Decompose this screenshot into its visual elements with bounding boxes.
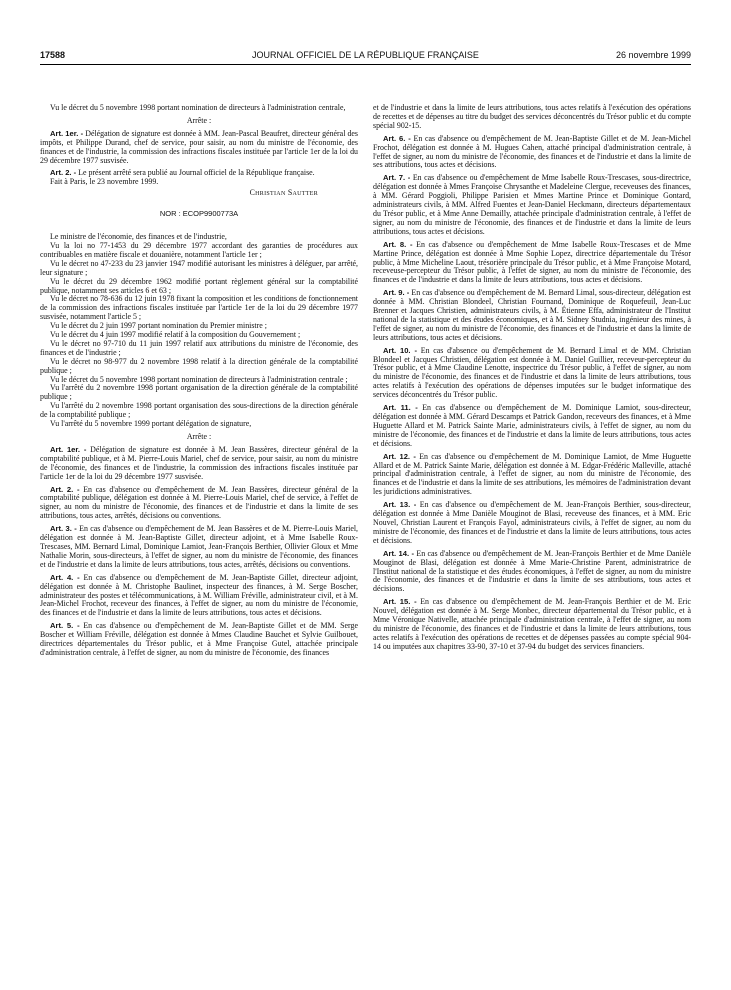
- article-paragraph: [40, 525, 358, 570]
- body-paragraph: Vu le décret du 5 novembre 1998 portant nomination de directeurs à l'administration centrale,: [50, 103, 346, 112]
- body-paragraph: Vu la loi no 77-1453 du 29 décembre 1977 accordant des garanties de procédures aux contribuables en matière fiscale et douanière, notamment l'article 1er ;: [40, 240, 358, 259]
- body-paragraph: Vu l'arrêté du 2 novembre 1998 portant organisation de la direction générale de la comptabilité publique ;: [40, 383, 358, 402]
- article-label: Art. 7. -: [383, 173, 411, 183]
- article-label: Art. 14. -: [383, 548, 415, 558]
- article-label: Art. 13. -: [383, 500, 417, 510]
- article-paragraph: [373, 404, 691, 449]
- article-label: Art. 11. -: [383, 403, 418, 413]
- article-paragraph: [373, 501, 691, 546]
- body-paragraph: Vu le décret no 78-636 du 12 juin 1978 fixant la composition et les conditions de fonctionnement de la commission des infractions fiscales instituée par l'article 1er de la loi du 29 décembre 1977 susvisée, notamment l'article 5 ;: [40, 294, 358, 322]
- article-label: Art. 5. -: [50, 621, 80, 631]
- signature: Christian Sautter: [249, 188, 318, 198]
- article-paragraph: [373, 453, 691, 498]
- article-paragraph: [373, 135, 691, 171]
- page-number: 17588: [40, 50, 66, 60]
- nor-reference: NOR : ECOP9900773A: [159, 209, 239, 219]
- article-text: En cas d'absence ou d'empêchement de Mme Isabelle Roux-Trescases, sous-directrice, délégation est donnée à Mmes Françoise Chrysanthe et Madeleine Clergue, receveuses des finances, à MM. Gérard Poggioli, Philippe Parisien et Mmes Martine Prince et Dominique Gontard, administrateurs civils, à MM. Alfred Fuentes et Jean-Daniel Heckmann, directeurs départementaux du Trésor public, et à Mme Anne Demailly, attachée principale d'administration centrale, à l'effet de signer, au nom du ministre de l'économie, des finances et de l'industrie et dans la limite de leurs attributions, tous actes et décisions.: [373, 173, 691, 236]
- body-paragraph: Le ministre de l'économie, des finances et de l'industrie,: [50, 232, 227, 242]
- article-label: Art. 4. -: [50, 572, 80, 582]
- journal-title: JOURNAL OFFICIEL DE LA RÉPUBLIQUE FRANÇAISE: [252, 50, 479, 60]
- article-label: Art. 1er. -: [50, 444, 87, 454]
- article-paragraph: [40, 622, 358, 658]
- article-text: En cas d'absence ou d'empêchement de M. Jean Bassères, directeur général de la comptabilité publique, délégation est donnée à M. Pierre-Louis Mariel, chef de service, à l'effet de signer, au nom du ministre de l'économie, des finances et de l'industrie et dans la limite de ses attributions, tous actes, arrêtés, décisions ou conventions.: [40, 484, 358, 521]
- left-column: [40, 104, 358, 658]
- article-label: Art. 2. -: [50, 168, 77, 178]
- article-paragraph: [373, 347, 691, 400]
- arrete-heading: Arrête :: [186, 432, 212, 441]
- body-paragraph: Vu le décret no 97-710 du 11 juin 1997 relatif aux attributions du ministre de l'économie, des finances et de l'industrie ;: [40, 338, 358, 357]
- arrete-heading: Arrête :: [186, 115, 212, 125]
- article-paragraph: [373, 241, 691, 286]
- issue-date: 26 novembre 1999: [615, 50, 691, 60]
- article-text: En cas d'absence ou d'empêchement de M. Jean-Baptiste Gillet et de MM. Serge Boscher et William Fréville, délégation est donnée à Mmes Claudine Bauchet et Sylvie Guilbouet, directrices départementales du Trésor public, et à Mme Françoise Gutel, attachée principale d'administration centrale, à l'effet de signer, au nom du ministre de l'économie, des finances: [40, 621, 358, 657]
- article-paragraph: [40, 574, 358, 619]
- body-paragraph: Fait à Paris, le 23 novembre 1999.: [50, 177, 159, 187]
- article-label: Art. 15. -: [383, 597, 417, 607]
- article-paragraph: [40, 446, 358, 482]
- article-label: Art. 6. -: [383, 133, 411, 143]
- article-label: Art. 9. -: [383, 288, 410, 298]
- body-paragraph: Vu le décret no 47-233 du 23 janvier 1947 modifié autorisant les ministres à déléguer, par arrêté, leur signature ;: [40, 258, 358, 277]
- article-text: En cas d'absence ou d'empêchement de M. Jean Bassères et de M. Pierre-Louis Mariel, délégation est donnée à M. Jean-Baptiste Gillet, directeur adjoint, et à Mme Isabelle Roux-Trescases, MM. Bernard Limal, Dominique Lamiot, Jean-François Berthier, Ollivier Gloux et Mme Nathalie Morin, sous-directeurs, à l'effet de signer, au nom du ministre de l'économie, des finances et de l'industrie et dans la limite de leurs attributions, tous actes, arrêtés, décisions ou conventions.: [40, 524, 358, 569]
- article-text: En cas d'absence ou d'empêchement de M. Bernard Limal, sous-directeur, délégation est donnée à MM. Christian Blondeel, Christian Fournand, Dominique de Roquefeuil, Jean-Luc Brenner et Jacques Christien, administrateurs civils, à M. Étienne Effa, administrateur de l'Institut national de la statistique et des études économiques, et à M. Sidney Studnia, ingénieur des mines, à l'effet de signer, au nom du ministre de l'économie, des finances et de l'industrie et dans la limite de leurs attributions, tous actes et décisions.: [373, 288, 691, 342]
- article-paragraph: [373, 289, 691, 342]
- article-label: Art. 12. -: [383, 451, 416, 461]
- article-label: Art. 3. -: [50, 524, 77, 534]
- body-paragraph: Vu le décret du 2 juin 1997 portant nomination du Premier ministre ;: [50, 321, 267, 331]
- body-paragraph: Vu le décret no 98-977 du 2 novembre 1998 relatif à la direction générale de la comptabilité publique ;: [40, 356, 358, 375]
- article-text: Délégation de signature est donnée à MM. Jean-Pascal Beaufret, directeur général des impôts, et Philippe Durand, chef de service, pour saisir, au nom du ministre de l'économie, des finances et de l'industrie, la commission des infractions fiscales instituée par l'article 1er de la loi du 29 décembre 1977 susvisée.: [40, 128, 358, 165]
- body-paragraph: Vu le décret du 29 décembre 1962 modifié portant règlement général sur la comptabilité publique, notamment ses articles 6 et 63 ;: [40, 276, 358, 295]
- body-paragraph: Vu l'arrêté du 2 novembre 1998 portant organisation des sous-directions de la direction générale de la comptabilité publique ;: [40, 401, 358, 420]
- article-paragraph: [373, 598, 691, 651]
- article-text: En cas d'absence ou d'empêchement de M. Jean-François Berthier et de M. Eric Nouvel, délégation est donnée à M. Serge Monbec, directeur départemental du Trésor public, et à Mme Véronique Nativelle, attachée principale d'administration centrale, à l'effet de signer, au nom du ministre de l'économie, des finances et de l'industrie et dans la limite de leurs attributions, tous actes relatifs à l'exécution des opérations de recettes et de dépenses passées au compte spécial 904-14 ou imputées aux chapitres 33-90, 37-10 et 37-94 du budget des services financiers.: [373, 597, 691, 651]
- body-paragraph: Vu l'arrêté du 5 novembre 1999 portant délégation de signature,: [50, 419, 252, 429]
- article-text: En cas d'absence ou d'empêchement de M. Jean-Baptiste Gillet, directeur adjoint, délégation est donnée à M. Christophe Baulinet, inspecteur des finances, à M. Serge Boscher, administrateur des postes et télécommunications, à M. William Fréville, administrateur civil, et à M. Jean-Michel Frochot, receveur des finances, à l'effet de signer, au nom du ministre de l'économie, des finances et de l'industrie et dans la limite de leurs attributions, tous actes et décisions.: [40, 572, 358, 618]
- article-label: Art. 10. -: [383, 345, 417, 355]
- page-header: [40, 48, 691, 65]
- body-paragraph: Vu le décret du 4 juin 1997 modifié relatif à la composition du Gouvernement ;: [50, 330, 301, 340]
- article-paragraph: [40, 130, 358, 166]
- article-text: Délégation de signature est donnée à M. Jean Bassères, directeur général de la comptabilité publique, et à M. Pierre-Louis Mariel, chef de service, pour saisir, au nom du ministre de l'économie, des finances et de l'industrie, la commission des infractions fiscales instituée par l'article 1er de la loi du 29 décembre 1977 susvisée.: [40, 444, 358, 481]
- body-paragraph: Vu le décret du 5 novembre 1998 portant nomination de directeurs à l'administration centrale ;: [50, 374, 348, 384]
- article-text: En cas d'absence ou d'empêchement de M. Jean-François Berthier et de Mme Danièle Mouginot de Blasi, délégation est donnée à Mme Marie-Christine Parent, administratrice de l'Institut national de la statistique et des études économiques, à l'effet de signer, au nom du ministre de l'économie, des finances et de l'industrie et dans la limite de ses attributions, tous actes et décisions.: [373, 548, 691, 594]
- article-label: Art. 2. -: [50, 484, 80, 494]
- article-paragraph: [373, 174, 691, 236]
- article-paragraph: [40, 486, 358, 522]
- article-text: En cas d'absence ou d'empêchement de M. Bernard Limal et de MM. Christian Blondeel et Jacques Christien, délégation est donnée à M. Daniel Guillier, receveur-percepteur du Trésor public, et à Mme Claudine Lenotte, inspectrice du Trésor public, à l'effet de signer, au nom du ministre de l'économie, des finances et de l'industrie et dans la limite de leurs attributions, tous actes relatifs à l'exécution des opérations de dépenses imputées sur le budget informatique des services déconcentrés du Trésor public.: [373, 345, 691, 400]
- article-label: Art. 1er. -: [50, 128, 84, 138]
- article-text: Le présent arrêté sera publié au Journal officiel de la République française.: [78, 168, 315, 178]
- article-text: En cas d'absence ou d'empêchement de Mme Isabelle Roux-Trescases et de Mme Martine Prince, délégation est donnée à Mme Sophie Lopez, directrice départementale du Trésor public, à Mme Micheline Laout, trésorière principale du Trésor public, et à Mme Françoise Motard, receveuse-percepteur du Trésor public, à l'effet de signer, au nom du ministre de l'économie, des finances et de l'industrie et dans la limite de leurs attributions, tous actes et décisions.: [373, 239, 691, 285]
- article-text: En cas d'absence ou d'empêchement de M. Jean-Baptiste Gillet et de M. Jean-Michel Frochot, délégation est donnée à M. Hugues Cahen, attaché principal d'administration centrale, à l'effet de signer, au nom du ministre de l'économie, des finances et de l'industrie et dans la limite de ses attributions, tous actes et décisions.: [373, 133, 691, 170]
- article-text: En cas d'absence ou d'empêchement de M. Dominique Lamiot, sous-directeur, délégation est donnée à MM. Gérard Descamps et Patrick Gandon, receveurs des finances, et à Mme Huguette Allard et M. Patrick Sainte Marie, administrateurs civils, à l'effet de signer, au nom du ministre de l'économie, des finances et de l'industrie et dans la limite de leurs attributions, tous actes et décisions.: [373, 403, 691, 448]
- article-text: En cas d'absence ou d'empêchement de M. Jean-François Berthier, sous-directeur, délégation est donnée à Mme Danièle Mouginot de Blasi, receveuse des finances, et à MM. Eric Nouvel, Christian Laurent et François Fayol, administrateurs civils, à l'effet de signer, au nom du ministre de l'économie, des finances et de l'industrie et dans la limite de leurs attributions, tous actes et décisions.: [373, 500, 691, 545]
- right-column: [373, 104, 691, 652]
- article-label: Art. 8. -: [383, 239, 413, 249]
- article-paragraph: [373, 550, 691, 595]
- article-text: En cas d'absence ou d'empêchement de M. Dominique Lamiot, de Mme Huguette Allard et de M. Patrick Sainte Marie, délégation est donnée à M. Edgar-Frédéric Malleville, attaché principal d'administration centrale, à l'effet de signer, au nom du ministre de l'économie, des finances et de l'industrie et dans la limite de ses attributions, les mémoires de l'administration devant les juridictions administratives.: [373, 451, 691, 497]
- body-paragraph: et de l'industrie et dans la limite de leurs attributions, tous actes relatifs à l'exécution des opérations de recettes et de dépenses au titre du budget des services déconcentrés du Trésor public et du compte spécial 902-15.: [373, 103, 691, 130]
